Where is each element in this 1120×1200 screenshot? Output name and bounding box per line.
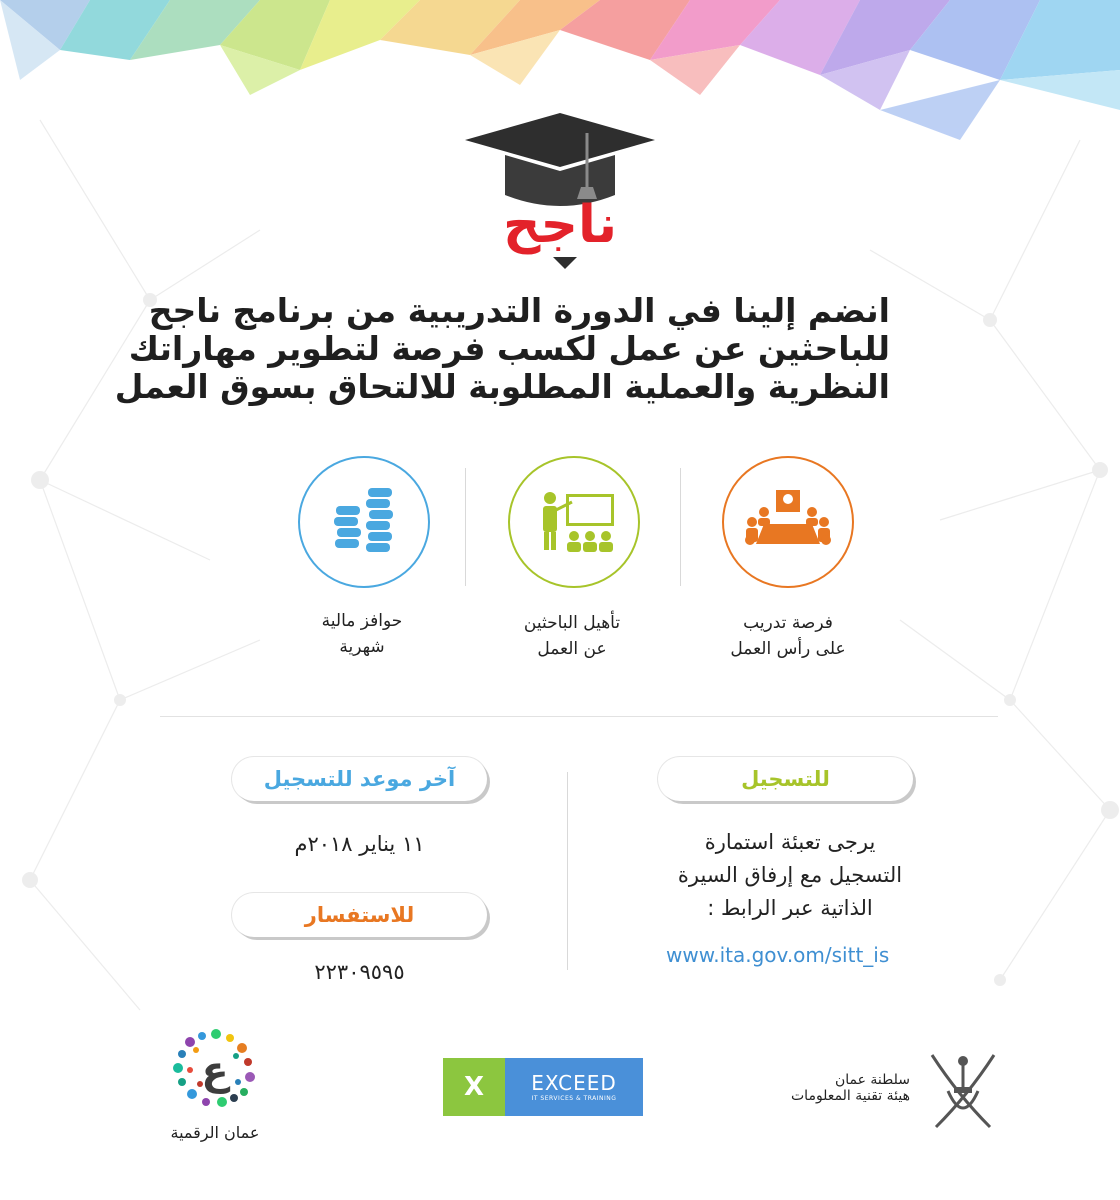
deadline-date: ١١ يناير ٢٠١٨م [294, 832, 425, 856]
exceed-mark-box [443, 1058, 505, 1116]
feature-circle-incentives [298, 456, 430, 588]
ita-logo-text [740, 1072, 910, 1104]
deadline-heading: آخر موعد للتسجيل [232, 757, 487, 801]
ita-line-1: سلطنة عمان [834, 1072, 910, 1088]
feature-label-incentives [262, 608, 462, 660]
program-logo-text: ناجح [502, 195, 617, 255]
registration-line-2: التسجيل مع إرفاق السيرة [677, 863, 903, 887]
feature-circle-training [722, 456, 854, 588]
registration-line-3: الذاتية عبر الرابط : [707, 896, 873, 920]
inquiry-heading: للاستفسار [232, 893, 487, 937]
feature-label-training-line-2: على رأس العمل [730, 639, 846, 659]
feature-label-qualification-line-1: تأهيل الباحثين [523, 613, 621, 633]
oman-emblem-icon [918, 1045, 1008, 1135]
headline [114, 291, 890, 406]
section-divider [160, 716, 998, 717]
column-divider [567, 772, 568, 970]
oman-digital-label: عمان الرقمية [170, 1123, 260, 1142]
oman-digital-emblem-icon [160, 1022, 270, 1117]
program-logo [455, 95, 665, 275]
headline-line-3: النظرية والعملية المطلوبة للالتحاق بسوق العمل [114, 367, 890, 406]
feature-label-training [688, 610, 888, 662]
registration-line-1: يرجى تعبئة استمارة [704, 830, 876, 854]
feature-circle-qualification [508, 456, 640, 588]
feature-label-incentives-line-1: حوافز مالية [321, 611, 403, 631]
logo-pointer [553, 257, 577, 269]
feature-divider-2 [465, 468, 466, 586]
feature-label-qualification [472, 610, 672, 662]
meeting-table-icon [724, 458, 852, 586]
coin-stacks-icon [300, 458, 428, 586]
exceed-mark-icon: X [463, 1072, 485, 1102]
registration-heading: للتسجيل [658, 757, 913, 801]
registration-instructions [640, 826, 940, 925]
svg-text:ع: ع [201, 1048, 229, 1094]
exceed-tagline: IT SERVICES & TRAINING [531, 1095, 617, 1102]
oman-digital-logo [160, 1022, 270, 1142]
trainer-presentation-icon [510, 458, 638, 586]
feature-label-qualification-line-2: عن العمل [537, 639, 607, 659]
exceed-name-box [505, 1058, 643, 1116]
headline-line-2: للباحثين عن عمل لكسب فرصة لتطوير مهاراتك [128, 329, 890, 368]
feature-label-training-line-1: فرصة تدريب [743, 613, 833, 633]
feature-divider-1 [680, 468, 681, 586]
ita-line-2: هيئة تقنية المعلومات [791, 1088, 910, 1104]
exceed-name: EXCEED [531, 1071, 617, 1095]
inquiry-phone: ٢٢٣٠٩٥٩٥ [314, 960, 405, 984]
feature-label-incentives-line-2: شهرية [339, 637, 385, 657]
headline-line-1: انضم إلينا في الدورة التدريبية من برنامج ناجح [148, 291, 890, 330]
exceed-logo [443, 1058, 643, 1116]
registration-link[interactable]: www.ita.gov.om/sitt_is [666, 943, 890, 967]
